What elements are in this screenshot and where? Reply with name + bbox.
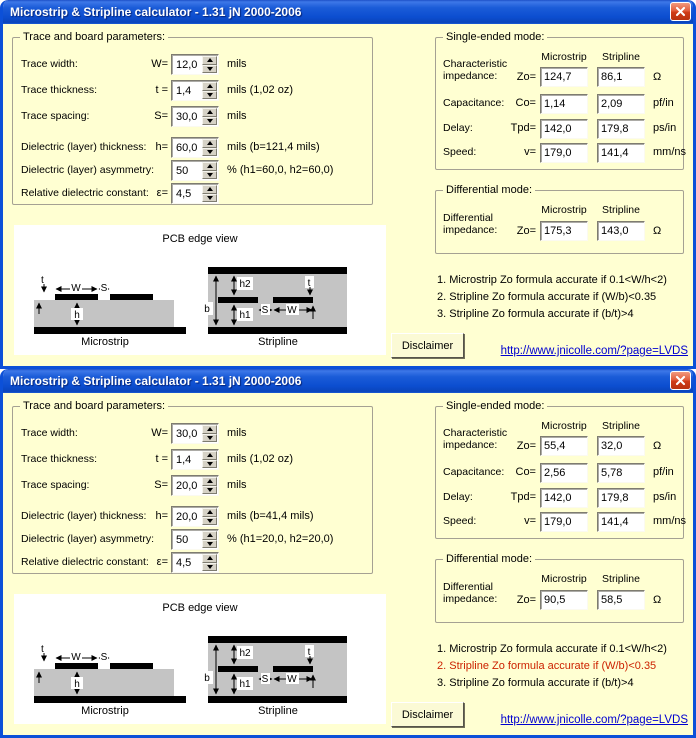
dielectric-constant-input[interactable] xyxy=(173,554,203,571)
calculator-window xyxy=(0,369,696,738)
result-symbol: Tpd= xyxy=(510,122,536,134)
close-button[interactable] xyxy=(670,371,691,390)
arrow-up-icon xyxy=(207,110,213,114)
param-symbol: ε= xyxy=(156,187,168,199)
pcb-diagram xyxy=(14,225,386,355)
spin-down-button[interactable] xyxy=(202,486,217,495)
arrow-down-icon xyxy=(207,93,213,97)
spin-up-button[interactable] xyxy=(202,554,217,563)
spinner-buttons xyxy=(202,477,217,494)
dim-label-h2: h2 xyxy=(239,648,251,659)
param-label: Relative dielectric constant: xyxy=(21,556,149,568)
single-ended-legend: Single-ended mode: xyxy=(443,31,547,43)
param-label: Dielectric (layer) thickness: xyxy=(21,510,147,522)
column-header-microstrip: Microstrip xyxy=(541,573,587,585)
single-ended-legend: Single-ended mode: xyxy=(443,400,547,412)
result-label: Characteristic impedance: xyxy=(443,58,508,82)
arrow-up-icon xyxy=(207,141,213,145)
arrow-up-icon xyxy=(207,556,213,560)
param-label: Trace spacing: xyxy=(21,110,90,122)
spin-up-button[interactable] xyxy=(202,508,217,517)
column-header-stripline: Stripline xyxy=(602,51,640,63)
param-unit: mils (b=41,4 mils) xyxy=(227,510,314,522)
result-label: Differential impedance: xyxy=(443,581,498,605)
pcb-edge-view-panel xyxy=(14,594,386,724)
window-title: Microstrip & Stripline calculator - 1.31 jN 2000-2006 xyxy=(10,374,302,388)
microstrip-caption: Microstrip xyxy=(81,336,129,348)
window-title: Microstrip & Stripline calculator - 1.31 jN 2000-2006 xyxy=(10,5,302,19)
result-unit: Ω xyxy=(653,71,662,83)
trace-spacing-spinner xyxy=(171,106,219,127)
spin-down-button[interactable] xyxy=(202,563,217,572)
dim-label-h1: h1 xyxy=(239,679,251,690)
spin-down-button[interactable] xyxy=(202,434,217,443)
microstrip-trace xyxy=(55,294,98,300)
column-header-stripline: Stripline xyxy=(602,420,640,432)
trace-width-input[interactable] xyxy=(173,425,203,442)
dim-label-w: W xyxy=(287,305,297,316)
spinner-buttons xyxy=(202,82,217,99)
result-unit: mm/ns xyxy=(653,146,686,158)
param-label: Dielectric (layer) asymmetry: xyxy=(21,164,155,176)
note-line-1: 1. Microstrip Zo formula accurate if 0.1<W/h<2) xyxy=(437,274,667,286)
spin-down-button[interactable] xyxy=(202,117,217,126)
result-label: Differential impedance: xyxy=(443,212,498,236)
arrow-up-icon xyxy=(207,84,213,88)
spin-up-button[interactable] xyxy=(202,185,217,194)
note-line-2: 2. Stripline Zo formula accurate if (W/b)<0.35 xyxy=(437,291,657,303)
microstrip-dielectric xyxy=(34,300,174,327)
stripline-trace xyxy=(273,297,313,303)
differential-legend: Differential mode: xyxy=(443,553,535,565)
microstrip-dielectric xyxy=(34,669,174,696)
impedance-microstrip-field[interactable] xyxy=(540,436,588,456)
trace-params-legend: Trace and board parameters: xyxy=(20,400,168,412)
speed-microstrip-field[interactable] xyxy=(540,143,588,163)
param-label: Relative dielectric constant: xyxy=(21,187,149,199)
trace-thickness-input[interactable] xyxy=(173,451,203,468)
param-label: Trace thickness: xyxy=(21,84,98,96)
param-symbol: t = xyxy=(155,453,168,465)
dim-label-h1: h1 xyxy=(239,310,251,321)
param-label: Dielectric (layer) thickness: xyxy=(21,141,147,153)
dielectric-asymmetry-spinner xyxy=(171,529,219,550)
microstrip-caption: Microstrip xyxy=(81,705,129,717)
trace-thickness-input[interactable] xyxy=(173,82,203,99)
microstrip-ground-plane xyxy=(34,696,186,703)
spin-up-button[interactable] xyxy=(202,108,217,117)
impedance-stripline-field[interactable] xyxy=(597,67,645,87)
result-symbol: Tpd= xyxy=(510,491,536,503)
website-link[interactable]: http://www.jnicolle.com/?page=LVDS xyxy=(500,714,688,726)
spinner-buttons xyxy=(202,531,217,548)
dielectric-thickness-spinner xyxy=(171,137,219,158)
result-unit: ps/in xyxy=(653,122,677,134)
impedance-stripline-field[interactable] xyxy=(597,436,645,456)
arrow-down-icon xyxy=(207,565,213,569)
param-label: Trace spacing: xyxy=(21,479,90,491)
delay-stripline-field[interactable] xyxy=(597,119,645,139)
trace-spacing-input[interactable] xyxy=(173,477,203,494)
spinner-buttons xyxy=(202,56,217,73)
trace-spacing-spinner xyxy=(171,475,219,496)
param-unit: mils xyxy=(227,110,247,122)
param-unit: mils xyxy=(227,427,247,439)
note-line-3: 3. Stripline Zo formula accurate if (b/t)>4 xyxy=(437,308,634,320)
spin-up-button[interactable] xyxy=(202,477,217,486)
result-symbol: Zo= xyxy=(516,594,536,606)
stripline-trace xyxy=(273,666,313,672)
result-symbol: Zo= xyxy=(516,225,536,237)
speed-microstrip-field[interactable] xyxy=(540,512,588,532)
spinner-buttons xyxy=(202,425,217,442)
spin-down-button[interactable] xyxy=(202,65,217,74)
dim-label-w: W xyxy=(71,652,81,663)
delay-microstrip-field[interactable] xyxy=(540,488,588,508)
trace-width-spinner xyxy=(171,423,219,444)
spin-up-button[interactable] xyxy=(202,531,217,540)
dim-label-b: b xyxy=(204,304,210,315)
dim-label-t: t xyxy=(307,647,311,658)
dielectric-constant-spinner xyxy=(171,183,219,204)
param-unit: mils xyxy=(227,479,247,491)
close-icon xyxy=(675,375,686,386)
speed-stripline-field[interactable] xyxy=(597,512,645,532)
stripline-top-plane xyxy=(208,636,347,643)
arrow-up-icon xyxy=(207,164,213,168)
spin-down-button[interactable] xyxy=(202,91,217,100)
param-label: Trace width: xyxy=(21,427,78,439)
dim-label-t: t xyxy=(307,278,311,289)
capacitance-microstrip-field[interactable] xyxy=(540,463,588,483)
dim-label-w: W xyxy=(71,283,81,294)
speed-stripline-field[interactable] xyxy=(597,143,645,163)
spinner-buttons xyxy=(202,554,217,571)
param-symbol: S= xyxy=(154,479,168,491)
arrow-down-icon xyxy=(207,519,213,523)
param-symbol: h= xyxy=(155,510,168,522)
arrow-down-icon xyxy=(207,542,213,546)
dim-label-h: h xyxy=(74,310,80,321)
dielectric-asymmetry-input[interactable] xyxy=(173,162,203,179)
result-unit: Ω xyxy=(653,594,662,606)
result-unit: Ω xyxy=(653,440,662,452)
result-label: Capacitance: xyxy=(443,97,505,109)
param-symbol: h= xyxy=(155,141,168,153)
spin-up-button[interactable] xyxy=(202,82,217,91)
arrow-up-icon xyxy=(207,479,213,483)
result-label: Delay: xyxy=(443,122,473,134)
arrow-down-icon xyxy=(207,436,213,440)
trace-width-input[interactable] xyxy=(173,56,203,73)
diff-impedance-microstrip-field[interactable] xyxy=(540,221,588,241)
result-symbol: Zo= xyxy=(516,440,536,452)
param-unit: mils (1,02 oz) xyxy=(227,453,294,465)
titlebar[interactable] xyxy=(3,0,693,24)
spin-up-button[interactable] xyxy=(202,56,217,65)
column-header-stripline: Stripline xyxy=(602,204,640,216)
microstrip-trace xyxy=(110,663,153,669)
spin-down-button[interactable] xyxy=(202,540,217,549)
param-label: Trace thickness: xyxy=(21,453,98,465)
param-unit: mils (1,02 oz) xyxy=(227,84,294,96)
arrow-down-icon xyxy=(207,150,213,154)
column-header-microstrip: Microstrip xyxy=(541,204,587,216)
param-symbol: S= xyxy=(154,110,168,122)
result-label: Speed: xyxy=(443,146,477,158)
dim-label-h: h xyxy=(74,679,80,690)
spin-down-button[interactable] xyxy=(202,517,217,526)
microstrip-ground-plane xyxy=(34,327,186,334)
result-unit: mm/ns xyxy=(653,515,686,527)
result-unit: Ω xyxy=(653,225,662,237)
param-unit: mils xyxy=(227,58,247,70)
stripline-trace xyxy=(218,297,258,303)
column-header-microstrip: Microstrip xyxy=(541,420,587,432)
delay-microstrip-field[interactable] xyxy=(540,119,588,139)
param-label: Dielectric (layer) asymmetry: xyxy=(21,533,155,545)
param-symbol: W= xyxy=(151,427,168,439)
diff-impedance-stripline-field[interactable] xyxy=(597,590,645,610)
trace-params-legend: Trace and board parameters: xyxy=(20,31,168,43)
arrow-up-icon xyxy=(207,427,213,431)
spin-up-button[interactable] xyxy=(202,425,217,434)
disclaimer-button[interactable]: Disclaimer xyxy=(391,333,464,358)
spinner-buttons xyxy=(202,185,217,202)
spin-down-button[interactable] xyxy=(202,148,217,157)
close-icon xyxy=(675,6,686,17)
pcb-title: PCB edge view xyxy=(162,233,238,245)
arrow-down-icon xyxy=(207,488,213,492)
stripline-trace xyxy=(218,666,258,672)
capacitance-stripline-field[interactable] xyxy=(597,94,645,114)
dim-label-h2: h2 xyxy=(239,279,251,290)
stripline-top-plane xyxy=(208,267,347,274)
column-header-microstrip: Microstrip xyxy=(541,51,587,63)
dim-label-s: S xyxy=(100,652,108,663)
trace-width-spinner xyxy=(171,54,219,75)
pcb-diagram xyxy=(14,594,386,724)
disclaimer-button[interactable]: Disclaimer xyxy=(391,702,464,727)
dielectric-constant-input[interactable] xyxy=(173,185,203,202)
close-button[interactable] xyxy=(670,2,691,21)
param-unit: % (h1=60,0, h2=60,0) xyxy=(227,164,334,176)
spinner-buttons xyxy=(202,139,217,156)
result-unit: pf/in xyxy=(653,97,674,109)
capacitance-microstrip-field[interactable] xyxy=(540,94,588,114)
impedance-microstrip-field[interactable] xyxy=(540,67,588,87)
dim-label-s: S xyxy=(261,674,269,685)
differential-legend: Differential mode: xyxy=(443,184,535,196)
result-symbol: Zo= xyxy=(516,71,536,83)
stripline-caption: Stripline xyxy=(258,336,298,348)
capacitance-stripline-field[interactable] xyxy=(597,463,645,483)
arrow-up-icon xyxy=(207,510,213,514)
spinner-buttons xyxy=(202,451,217,468)
arrow-up-icon xyxy=(207,533,213,537)
stripline-bottom-plane xyxy=(208,696,347,703)
trace-spacing-input[interactable] xyxy=(173,108,203,125)
arrow-down-icon xyxy=(207,196,213,200)
dim-label-s: S xyxy=(261,305,269,316)
spin-up-button[interactable] xyxy=(202,162,217,171)
param-unit: mils (b=121,4 mils) xyxy=(227,141,320,153)
spinner-buttons xyxy=(202,108,217,125)
trace-thickness-spinner xyxy=(171,449,219,470)
dim-label-t: t xyxy=(41,275,44,286)
dielectric-thickness-input[interactable] xyxy=(173,508,203,525)
pcb-edge-view-panel xyxy=(14,225,386,355)
result-unit: pf/in xyxy=(653,466,674,478)
spinner-buttons xyxy=(202,508,217,525)
spin-down-button[interactable] xyxy=(202,171,217,180)
arrow-down-icon xyxy=(207,67,213,71)
spinner-buttons xyxy=(202,162,217,179)
dielectric-thickness-spinner xyxy=(171,506,219,527)
spin-down-button[interactable] xyxy=(202,460,217,469)
arrow-up-icon xyxy=(207,453,213,457)
titlebar[interactable] xyxy=(3,369,693,393)
pcb-title: PCB edge view xyxy=(162,602,238,614)
dim-label-w: W xyxy=(287,674,297,685)
param-symbol: ε= xyxy=(156,556,168,568)
param-unit: % (h1=20,0, h2=20,0) xyxy=(227,533,334,545)
result-label: Speed: xyxy=(443,515,477,527)
result-symbol: v= xyxy=(524,146,536,158)
microstrip-trace xyxy=(55,663,98,669)
result-label: Characteristic impedance: xyxy=(443,427,508,451)
result-unit: ps/in xyxy=(653,491,677,503)
column-header-stripline: Stripline xyxy=(602,573,640,585)
result-label: Delay: xyxy=(443,491,473,503)
dim-label-b: b xyxy=(204,673,210,684)
arrow-up-icon xyxy=(207,58,213,62)
note-line-1: 1. Microstrip Zo formula accurate if 0.1<W/h<2) xyxy=(437,643,667,655)
param-symbol: W= xyxy=(151,58,168,70)
note-line-2: 2. Stripline Zo formula accurate if (W/b)<0.35 xyxy=(437,660,657,672)
param-symbol: t = xyxy=(155,84,168,96)
result-symbol: v= xyxy=(524,515,536,527)
website-link[interactable]: http://www.jnicolle.com/?page=LVDS xyxy=(500,345,688,357)
delay-stripline-field[interactable] xyxy=(597,488,645,508)
result-symbol: Co= xyxy=(515,466,536,478)
dielectric-constant-spinner xyxy=(171,552,219,573)
note-line-3: 3. Stripline Zo formula accurate if (b/t)>4 xyxy=(437,677,634,689)
dielectric-asymmetry-spinner xyxy=(171,160,219,181)
spin-up-button[interactable] xyxy=(202,451,217,460)
dim-label-s: S xyxy=(100,283,108,294)
arrow-down-icon xyxy=(207,173,213,177)
result-symbol: Co= xyxy=(515,97,536,109)
param-label: Trace width: xyxy=(21,58,78,70)
diff-impedance-microstrip-field[interactable] xyxy=(540,590,588,610)
dielectric-thickness-input[interactable] xyxy=(173,139,203,156)
arrow-down-icon xyxy=(207,462,213,466)
spin-up-button[interactable] xyxy=(202,139,217,148)
stripline-bottom-plane xyxy=(208,327,347,334)
trace-thickness-spinner xyxy=(171,80,219,101)
dim-label-t: t xyxy=(41,644,44,655)
spin-down-button[interactable] xyxy=(202,194,217,203)
dielectric-asymmetry-input[interactable] xyxy=(173,531,203,548)
stripline-caption: Stripline xyxy=(258,705,298,717)
diff-impedance-stripline-field[interactable] xyxy=(597,221,645,241)
microstrip-trace xyxy=(110,294,153,300)
result-label: Capacitance: xyxy=(443,466,505,478)
arrow-up-icon xyxy=(207,187,213,191)
arrow-down-icon xyxy=(207,119,213,123)
